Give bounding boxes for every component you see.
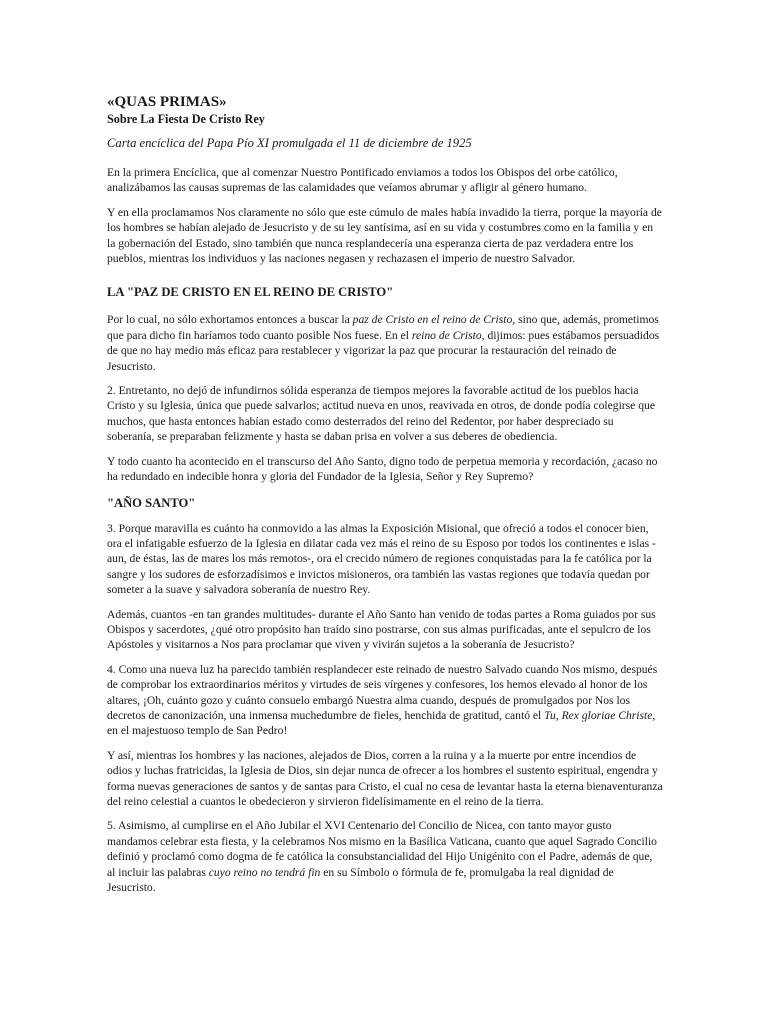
document-subtitle: Sobre La Fiesta De Cristo Rey [107, 112, 265, 126]
paragraph-3: 3. Porque maravilla es cuánto ha conmovido a las almas la Exposición Misional, que ofreció a todos el conocer bien, ora el infatigable esfuerzo de la Iglesia en dilatar cada vez más el reino de su Esposo por todos los continentes e islas -aun, de éstas, las de mares los más remotos-, ora el crecido número de regiones conquistadas para la fe católica por la sangre y los sudores de esforzadísimos e invictos misioneros, ora también las vastas regiones que todavía quedan por someter a la suave y salvadora soberanía de nuestro Rey. [107, 521, 656, 597]
paragraph-4-emphasis: Tu, Rex gloriae Christe, [544, 708, 656, 722]
section-heading-ano-santo: "AÑO SANTO" [107, 495, 196, 510]
document-title: «QUAS PRIMAS» [107, 94, 227, 110]
paragraph-1-text-b: sino que, además, prometimos que para dicho fin haríamos todo cuanto posible Nos fuese. En el [107, 313, 659, 342]
paragraph-3b: Además, cuantos -en tan grandes multitudes- durante el Año Santo han venido de todas partes a Roma guiados por sus Obispos y sacerdotes, ¿qué otro propósito han traído sino postrarse, con sus almas purificadas, ante el sepulcro de los Apóstoles y visitarnos a Nos para proclamar que viven y vivirán sujetos a la soberanía de Jesucristo? [107, 607, 656, 652]
paragraph-1-emphasis-1: paz de Cristo en el reino de Cristo, [352, 313, 516, 327]
section-heading-paz: LA "PAZ DE CRISTO EN EL REINO DE CRISTO" [107, 285, 394, 300]
paragraph-4 [107, 662, 663, 739]
paragraph-4b: Y así, mientras los hombres y las naciones, alejados de Dios, corren a la ruina y a la muerte por entre incendios de odios y luchas fratricidas, la Iglesia de Dios, sin dejar nunca de ofrecer a los hombres el sustento espiritual, engendra y forma nuevas generaciones de santos y de santas para Cristo, el cual no cesa de levantar hasta la eterna bienaventuranza del reino celestial a cuantos le obedecieron y sirvieron fidelísimamente en el reino de la tierra. [107, 748, 663, 808]
paragraph-2b: Y todo cuanto ha acontecido en el transcurso del Año Santo, digno todo de perpetua memoria y recordación, ¿acaso no ha redundado en indecible honra y gloria del Fundador de la Iglesia, Señor y Rey Supremo? [107, 454, 658, 484]
paragraph-1 [107, 312, 663, 374]
document-page [107, 93, 663, 895]
paragraph-2: 2. Entretanto, no dejó de infundirnos sólida esperanza de tiempos mejores la favorable actitud de los pueblos hacia Cristo y su Iglesia, única que puede salvarlos; actitud nueva en unos, reavivada en otros, de donde podía colegirse que muchos, que hasta entonces habían estado como desterrados del reino del Redentor, por haber despreciado su soberanía, se preparaban felizmente y hasta se daban prisa en volver a sus deberes de obediencia. [107, 384, 655, 444]
paragraph-5 [107, 818, 663, 895]
paragraph-4-text-b: en el majestuoso templo de San Pedro! [107, 724, 288, 738]
paragraph-1-text-a: Por lo cual, no sólo exhortamos entonces a buscar la [107, 313, 353, 327]
paragraph-1-text-c: dijimos: pues estábamos persuadidos de que no hay medio más eficaz para restablecer y vigorizar la paz que procurar la restauración del reinado de Jesucristo. [107, 328, 660, 373]
paragraph-5-emphasis: cuyo reino no tendrá fin [208, 865, 321, 879]
paragraph-intro-1: En la primera Encíclica, que al comenzar Nuestro Pontificado enviamos a todos los Obispos del orbe católico, analizábamos las causas supremas de las calamidades que veíamos abrumar y afligir al género humano. [107, 166, 618, 195]
paragraph-intro-2: Y en ella proclamamos Nos claramente no sólo que este cúmulo de males había invadido la tierra, porque la mayoría de los hombres se habían alejado de Jesucristo y de su ley santísima, así en su vida y costumbres como en la familia y en la gobernación del Estado, sino también que nunca resplandecería una esperanza cierta de paz verdadera entre los pueblos, mientras los individuos y las naciones negasen y rechazasen el imperio de nuestro Salvador. [107, 205, 662, 266]
paragraph-1-emphasis-2: reino de Cristo, [411, 328, 485, 342]
paragraph-4-text-a: 4. Como una nueva luz ha parecido también resplandecer este reinado de nuestro Salvado cuando Nos mismo, después de comprobar los extraordinarios méritos y virtudes de seis vírgenes y confesores, los hemos elevado al honor de los altares, ¡Oh, cuánto gozo y cuánto consuelo embargó Nuestra alma cuando, después de promulgados por Nos los decretos de canonización, una inmensa muchedumbre de fieles, henchida de gratitud, cantó el [107, 662, 658, 722]
paragraph-5-text-b: en su Símbolo o fórmula de fe, promulgaba la real dignidad de Jesucristo. [107, 865, 614, 895]
paragraph-5-text-a: 5. Asimismo, al cumplirse en el Año Jubilar el XVI Centenario del Concilio de Nicea, con tanto mayor gusto mandamos celebrar esta fiesta, y la celebramos Nos mismo en la Basílica Vaticana, cuanto que aquel Sagrado Concilio definió y proclamó como dogma de fe católica la consubstancialidad del Hijo Unigénito con el Padre, además de que, al incluir las palabras [107, 819, 657, 879]
document-meta: Carta encíclica del Papa Pío XI promulgada el 11 de diciembre de 1925 [107, 136, 472, 150]
